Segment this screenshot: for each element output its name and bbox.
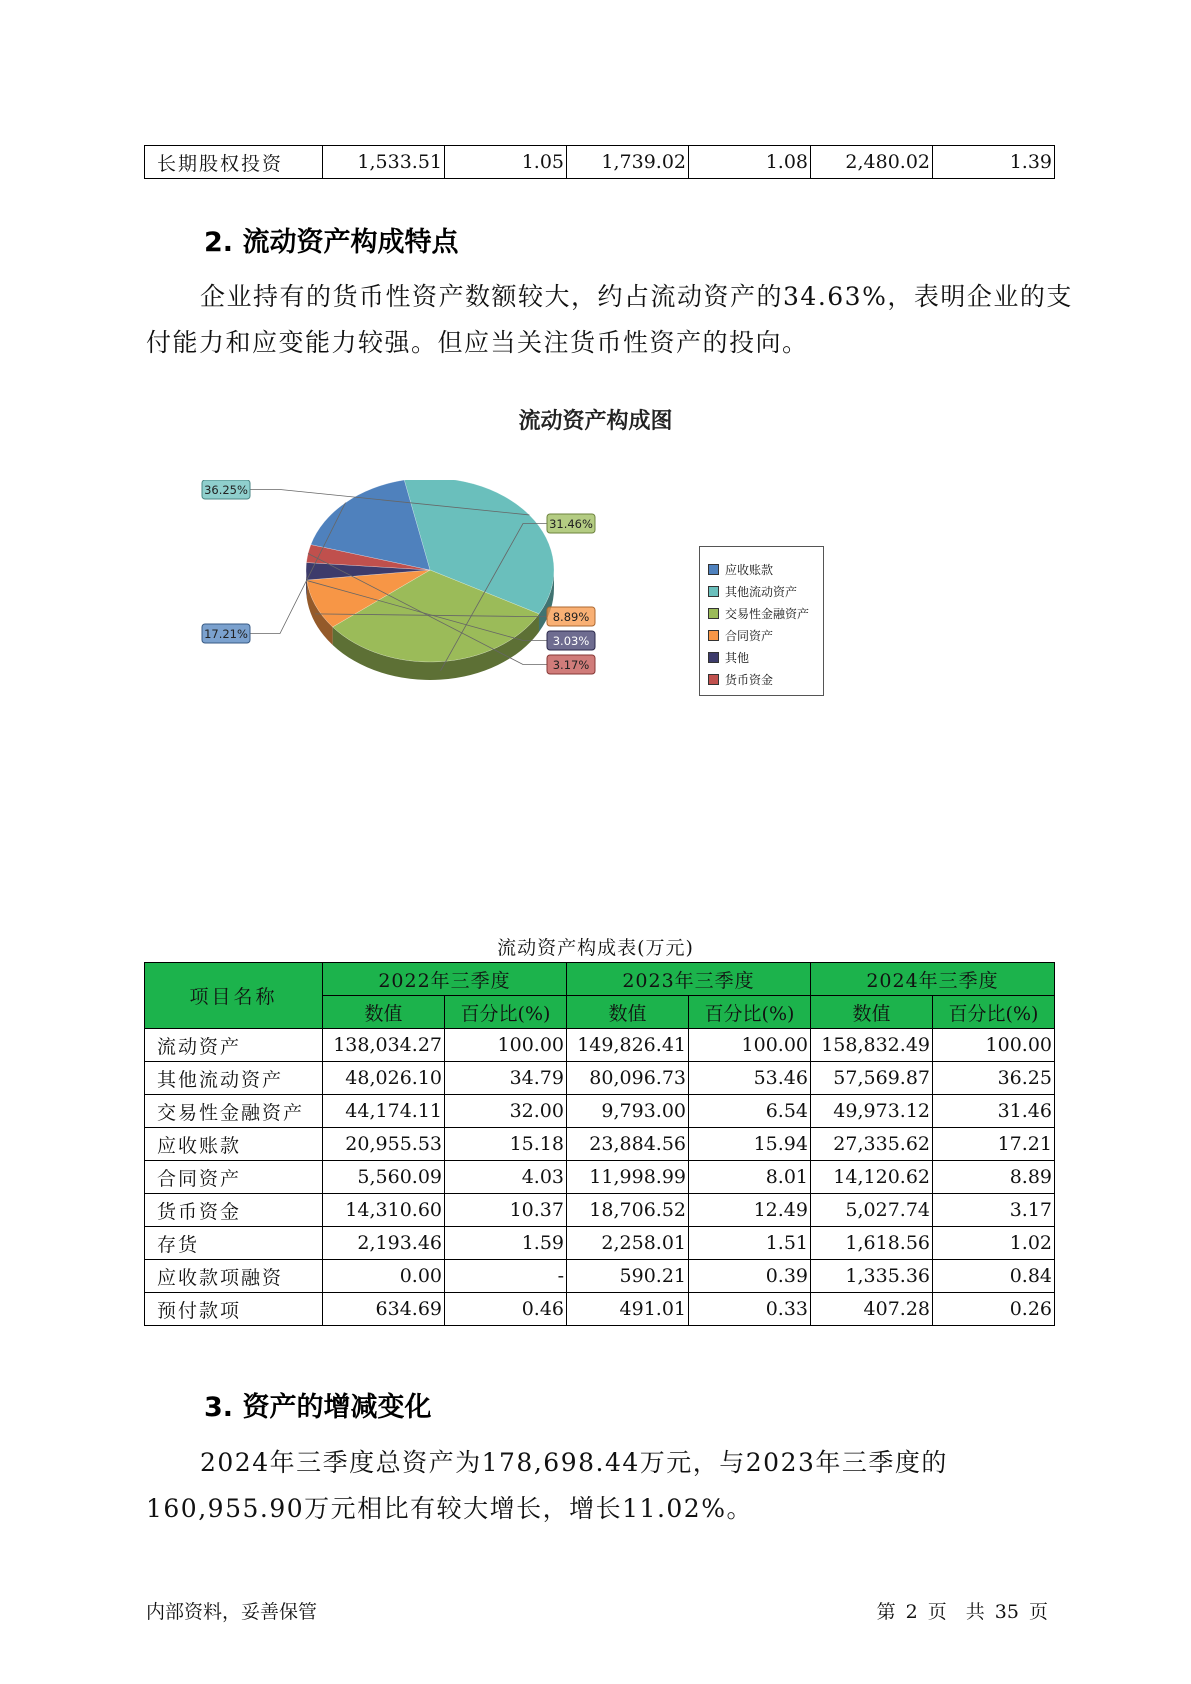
legend-label: 应收账款 [725, 562, 774, 577]
table-row [145, 1128, 1055, 1161]
cell: 1,335.36 [811, 1260, 933, 1293]
cell: 10.37 [445, 1194, 567, 1227]
legend-item [708, 668, 823, 690]
section-heading: 2. 流动资产构成特点 [204, 227, 459, 258]
cell: 12.49 [689, 1194, 811, 1227]
cell: 17.21 [933, 1128, 1055, 1161]
legend-label: 其他 [725, 650, 750, 665]
cell: 0.84 [933, 1260, 1055, 1293]
column-header: 数值 [811, 996, 933, 1029]
cell: 1.05 [445, 146, 567, 179]
header-row [145, 963, 1055, 996]
data-label: 3.17% [552, 658, 590, 672]
legend-swatch [708, 630, 719, 641]
cell: 1.08 [689, 146, 811, 179]
cell: 158,832.49 [811, 1029, 933, 1062]
data-label: 36.25% [204, 483, 248, 497]
legend-item [708, 646, 823, 668]
cell: 48,026.10 [323, 1062, 445, 1095]
cell: 590.21 [567, 1260, 689, 1293]
legend-label: 交易性金融资产 [725, 606, 810, 621]
legend-label: 其他流动资产 [725, 584, 798, 599]
cell: 44,174.11 [323, 1095, 445, 1128]
legend-item [708, 558, 823, 580]
row-name: 货币资金 [145, 1194, 323, 1227]
cell: 15.94 [689, 1128, 811, 1161]
cell: 1.51 [689, 1227, 811, 1260]
pie-chart [190, 480, 680, 740]
cell: 20,955.53 [323, 1128, 445, 1161]
cell: 34.79 [445, 1062, 567, 1095]
cell: 8.01 [689, 1161, 811, 1194]
table-row [145, 1227, 1055, 1260]
legend-swatch [708, 674, 719, 685]
cell: 1.59 [445, 1227, 567, 1260]
period-header: 2023年三季度 [567, 963, 811, 996]
column-header: 数值 [567, 996, 689, 1029]
table-row [145, 1293, 1055, 1326]
cell: 407.28 [811, 1293, 933, 1326]
cell: 634.69 [323, 1293, 445, 1326]
cell: 149,826.41 [567, 1029, 689, 1062]
table-row [145, 1260, 1055, 1293]
row-name: 应收账款 [145, 1128, 323, 1161]
cell: 1,533.51 [323, 146, 445, 179]
chart-title: 流动资产构成图 [518, 409, 673, 434]
cell: 9,793.00 [567, 1095, 689, 1128]
cell: 14,120.62 [811, 1161, 933, 1194]
cell: 5,027.74 [811, 1194, 933, 1227]
table-row [145, 1095, 1055, 1128]
cell: 15.18 [445, 1128, 567, 1161]
cell: 14,310.60 [323, 1194, 445, 1227]
cell: 57,569.87 [811, 1062, 933, 1095]
cell: 6.54 [689, 1095, 811, 1128]
cell: 18,706.52 [567, 1194, 689, 1227]
cell: 0.46 [445, 1293, 567, 1326]
page-number: 第 2 页 共 35 页 [876, 1601, 1048, 1623]
cell: 2,258.01 [567, 1227, 689, 1260]
cell: 100.00 [445, 1029, 567, 1062]
row-name: 长期股权投资 [145, 146, 323, 179]
cell: 23,884.56 [567, 1128, 689, 1161]
cell: 53.46 [689, 1062, 811, 1095]
data-label: 31.46% [549, 517, 593, 531]
cell: 5,560.09 [323, 1161, 445, 1194]
legend-label: 合同资产 [725, 628, 774, 643]
legend-swatch [708, 652, 719, 663]
column-header: 数值 [323, 996, 445, 1029]
cell: 100.00 [689, 1029, 811, 1062]
cell: 1,618.56 [811, 1227, 933, 1260]
legend-swatch [708, 586, 719, 597]
legend-item [708, 624, 823, 646]
section-paragraph: 2024年三季度总资产为178,698.44万元，与2023年三季度的160,955.90万元相比有较大增长，增长11.02%。 [146, 1448, 948, 1523]
cell: 0.39 [689, 1260, 811, 1293]
cell: 4.03 [445, 1161, 567, 1194]
legend-item [708, 602, 823, 624]
table-row [145, 1161, 1055, 1194]
table-row [145, 1029, 1055, 1062]
row-name: 交易性金融资产 [145, 1095, 323, 1128]
cell: 1.39 [933, 146, 1055, 179]
cell: 1.02 [933, 1227, 1055, 1260]
top-table [144, 145, 1055, 179]
row-name: 流动资产 [145, 1029, 323, 1062]
current-assets-table [144, 962, 1055, 1326]
cell: 3.17 [933, 1194, 1055, 1227]
section-paragraph: 企业持有的货币性资产数额较大，约占流动资产的34.63%，表明企业的支付能力和应变能力较强。但应当关注货币性资产的投向。 [146, 282, 1073, 357]
cell: 491.01 [567, 1293, 689, 1326]
legend-swatch [708, 564, 719, 575]
cell: 8.89 [933, 1161, 1055, 1194]
cell: 100.00 [933, 1029, 1055, 1062]
column-header: 项目名称 [145, 963, 323, 1029]
data-label: 3.03% [552, 634, 590, 648]
section-heading: 3. 资产的增减变化 [204, 1392, 432, 1423]
footer-note: 内部资料，妥善保管 [146, 1601, 318, 1623]
row-name: 预付款项 [145, 1293, 323, 1326]
table-row [145, 1062, 1055, 1095]
legend-swatch [708, 608, 719, 619]
row-name: 应收款项融资 [145, 1260, 323, 1293]
row-name: 其他流动资产 [145, 1062, 323, 1095]
cell: 2,480.02 [811, 146, 933, 179]
data-label: 8.89% [552, 610, 590, 624]
cell: 1,739.02 [567, 146, 689, 179]
legend-label: 货币资金 [725, 672, 774, 687]
table-row [145, 1194, 1055, 1227]
cell: 36.25 [933, 1062, 1055, 1095]
row-name: 合同资产 [145, 1161, 323, 1194]
cell: 80,096.73 [567, 1062, 689, 1095]
legend-item [708, 580, 823, 602]
column-header: 百分比(%) [933, 996, 1055, 1029]
period-header: 2022年三季度 [323, 963, 567, 996]
cell: 32.00 [445, 1095, 567, 1128]
period-header: 2024年三季度 [811, 963, 1055, 996]
cell: 0.26 [933, 1293, 1055, 1326]
cell: 138,034.27 [323, 1029, 445, 1062]
table-caption: 流动资产构成表(万元) [497, 937, 694, 959]
row-name: 存货 [145, 1227, 323, 1260]
cell: 11,998.99 [567, 1161, 689, 1194]
cell: 0.00 [323, 1260, 445, 1293]
cell: 31.46 [933, 1095, 1055, 1128]
cell: - [445, 1260, 567, 1293]
column-header: 百分比(%) [689, 996, 811, 1029]
cell: 0.33 [689, 1293, 811, 1326]
chart-legend [699, 546, 824, 696]
cell: 27,335.62 [811, 1128, 933, 1161]
column-header: 百分比(%) [445, 996, 567, 1029]
table-row [145, 146, 1055, 179]
cell: 49,973.12 [811, 1095, 933, 1128]
cell: 2,193.46 [323, 1227, 445, 1260]
data-label: 17.21% [204, 627, 248, 641]
